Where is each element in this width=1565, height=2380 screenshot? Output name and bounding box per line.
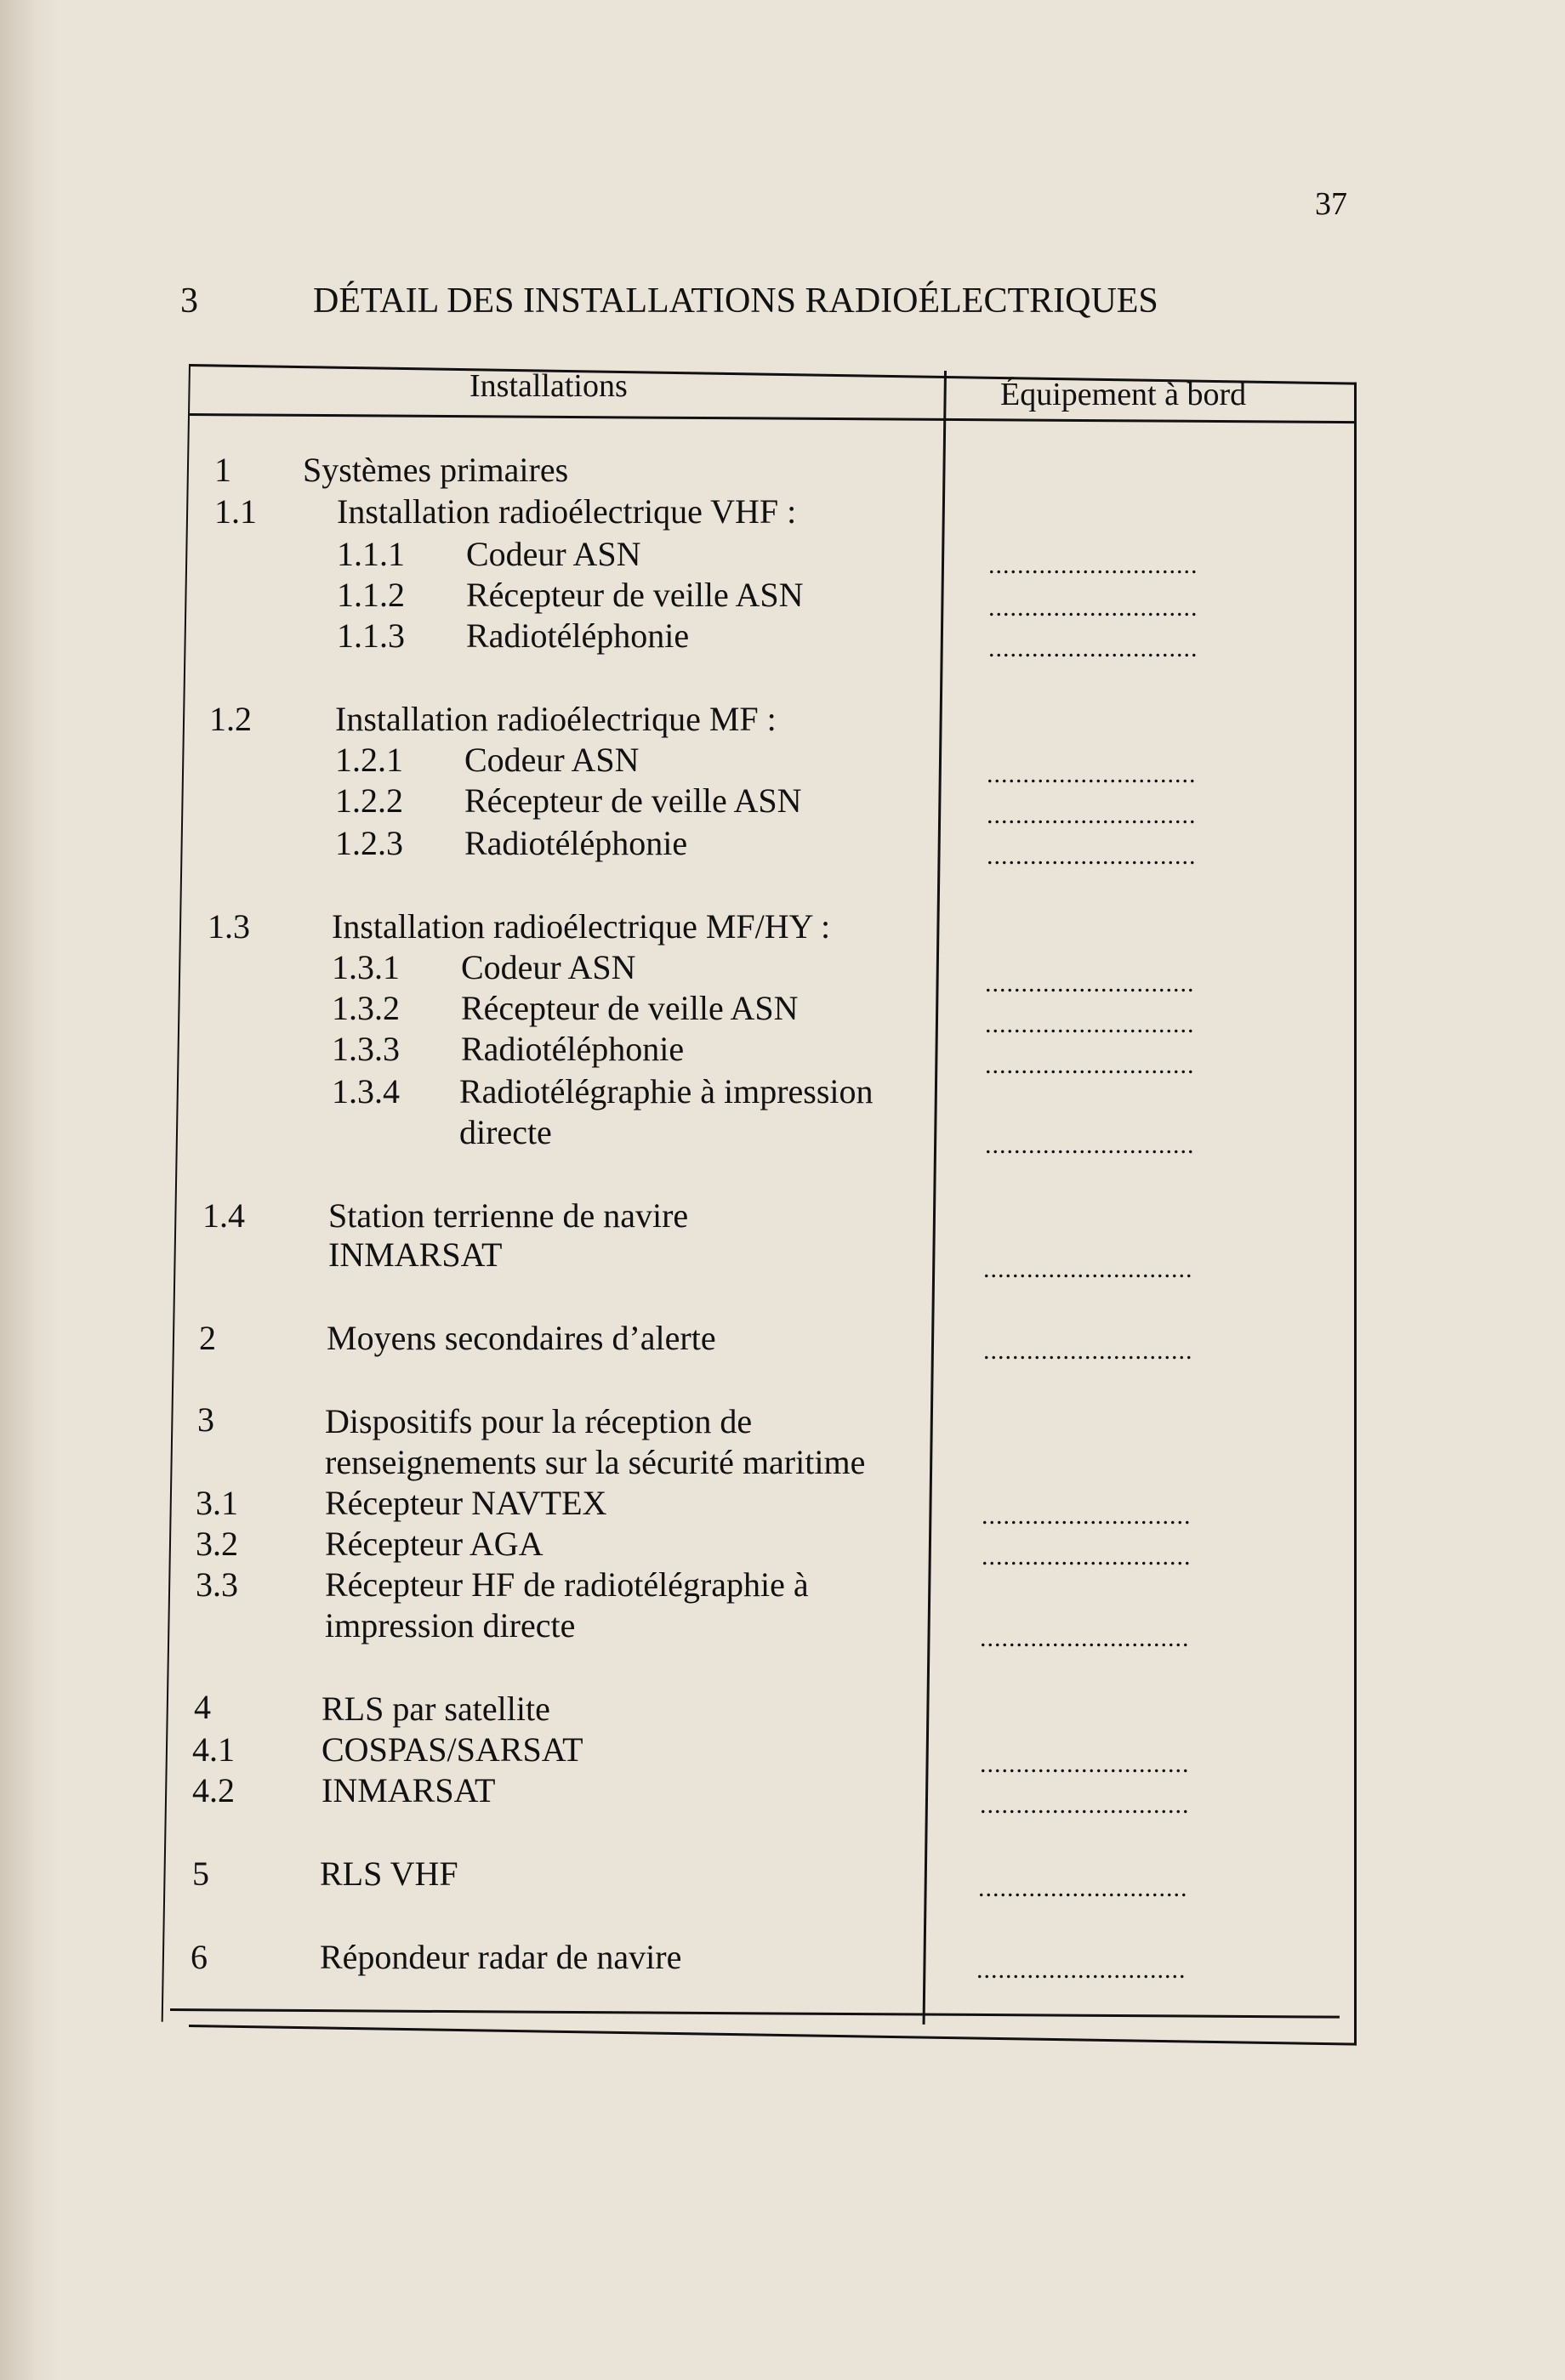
- dotted-entry-line: .............................: [985, 1010, 1195, 1038]
- row-number: 1.3.1: [332, 948, 400, 986]
- row-number: 1.2.2: [335, 781, 403, 820]
- row-number: 4: [194, 1688, 211, 1726]
- row-label: Radiotélégraphie à impression: [459, 1072, 874, 1110]
- row-label-continued: directe: [459, 1113, 552, 1151]
- row-label: COSPAS/SARSAT: [322, 1730, 583, 1769]
- row-label: Récepteur de veille ASN: [461, 989, 799, 1027]
- column-header-equipement: Équipement à bord: [1000, 377, 1247, 412]
- dotted-entry-line: .............................: [976, 1956, 1187, 1984]
- row-number: 3.3: [196, 1565, 238, 1604]
- row-number: 4.1: [192, 1730, 235, 1769]
- row-number: 2: [199, 1319, 216, 1357]
- dotted-entry-line: .............................: [980, 1791, 1190, 1819]
- dotted-entry-line: .............................: [985, 969, 1195, 997]
- row-label: Installation radioélectrique MF/HY :: [332, 907, 831, 946]
- row-number: 6: [191, 1938, 208, 1976]
- row-label-continued: INMARSAT: [328, 1235, 503, 1274]
- dotted-entry-line: .............................: [987, 760, 1197, 788]
- row-label: Récepteur de veille ASN: [466, 576, 804, 614]
- row-number: 4.2: [192, 1771, 235, 1809]
- row-label-continued: impression directe: [325, 1606, 576, 1644]
- dotted-entry-line: .............................: [982, 1542, 1192, 1571]
- row-label: Systèmes primaires: [303, 451, 569, 489]
- dotted-entry-line: .............................: [988, 634, 1198, 662]
- dotted-entry-line: .............................: [988, 594, 1198, 622]
- row-label: RLS VHF: [320, 1855, 458, 1893]
- row-label: RLS par satellite: [322, 1690, 550, 1728]
- row-label: Radiotéléphonie: [464, 824, 688, 862]
- row-number: 1.1.2: [337, 576, 405, 614]
- row-label: Récepteur HF de radiotélégraphie à: [325, 1565, 809, 1604]
- dotted-entry-line: .............................: [978, 1874, 1188, 1902]
- row-label: Radiotéléphonie: [466, 616, 690, 655]
- row-label: Codeur ASN: [466, 535, 641, 573]
- column-header-installations: Installations: [469, 368, 628, 404]
- row-number: 3.1: [196, 1484, 238, 1522]
- page-binding-shadow: [0, 0, 60, 2380]
- dotted-entry-line: .............................: [988, 551, 1198, 579]
- row-number: 1.3.2: [332, 989, 400, 1027]
- row-label: Récepteur AGA: [325, 1525, 543, 1563]
- dotted-entry-line: .............................: [987, 801, 1197, 829]
- row-label: Radiotéléphonie: [461, 1030, 685, 1068]
- row-number: 1.4: [202, 1196, 245, 1235]
- row-number: 1.3.4: [332, 1072, 400, 1110]
- dotted-entry-line: .............................: [980, 1624, 1190, 1652]
- row-number: 1.2.1: [335, 741, 403, 779]
- row-number: 1.1.3: [337, 616, 405, 655]
- page-number: 37: [1315, 186, 1347, 222]
- row-number: 1.2: [209, 700, 252, 738]
- row-number: 3: [197, 1400, 214, 1439]
- table-left-rule: [162, 364, 191, 2022]
- row-number: 1.3.3: [332, 1030, 400, 1068]
- row-number: 1.3: [208, 907, 250, 946]
- section-number: 3: [180, 281, 198, 321]
- row-label: Codeur ASN: [464, 741, 640, 779]
- row-label: Codeur ASN: [461, 948, 636, 986]
- row-number: 1.1: [214, 492, 257, 531]
- row-number: 3.2: [196, 1525, 238, 1563]
- section-heading: [180, 281, 1158, 321]
- dotted-entry-line: .............................: [987, 842, 1197, 870]
- row-label: Récepteur NAVTEX: [325, 1484, 607, 1522]
- row-label-continued: renseignements sur la sécurité maritime: [325, 1443, 866, 1481]
- row-number: 1.1.1: [337, 535, 405, 573]
- row-number: 5: [192, 1855, 209, 1893]
- row-label: Station terrienne de navire: [328, 1196, 689, 1235]
- row-label: Récepteur de veille ASN: [464, 781, 802, 820]
- dotted-entry-line: .............................: [982, 1502, 1192, 1530]
- row-label: Installation radioélectrique MF :: [335, 700, 777, 738]
- section-title: DÉTAIL DES INSTALLATIONS RADIOÉLECTRIQUES: [313, 281, 1158, 321]
- dotted-entry-line: .............................: [983, 1337, 1193, 1365]
- row-label: Installation radioélectrique VHF :: [337, 492, 797, 531]
- dotted-entry-line: .............................: [980, 1750, 1190, 1778]
- dotted-entry-line: .............................: [985, 1051, 1195, 1079]
- dotted-entry-line: .............................: [985, 1131, 1195, 1159]
- row-number: 1: [214, 451, 231, 489]
- row-label: Moyens secondaires d’alerte: [327, 1319, 716, 1357]
- row-number: 1.2.3: [335, 824, 403, 862]
- dotted-entry-line: .............................: [983, 1255, 1193, 1283]
- row-label: INMARSAT: [322, 1771, 496, 1809]
- row-label: Dispositifs pour la réception de: [325, 1402, 753, 1440]
- row-label: Répondeur radar de navire: [320, 1938, 682, 1976]
